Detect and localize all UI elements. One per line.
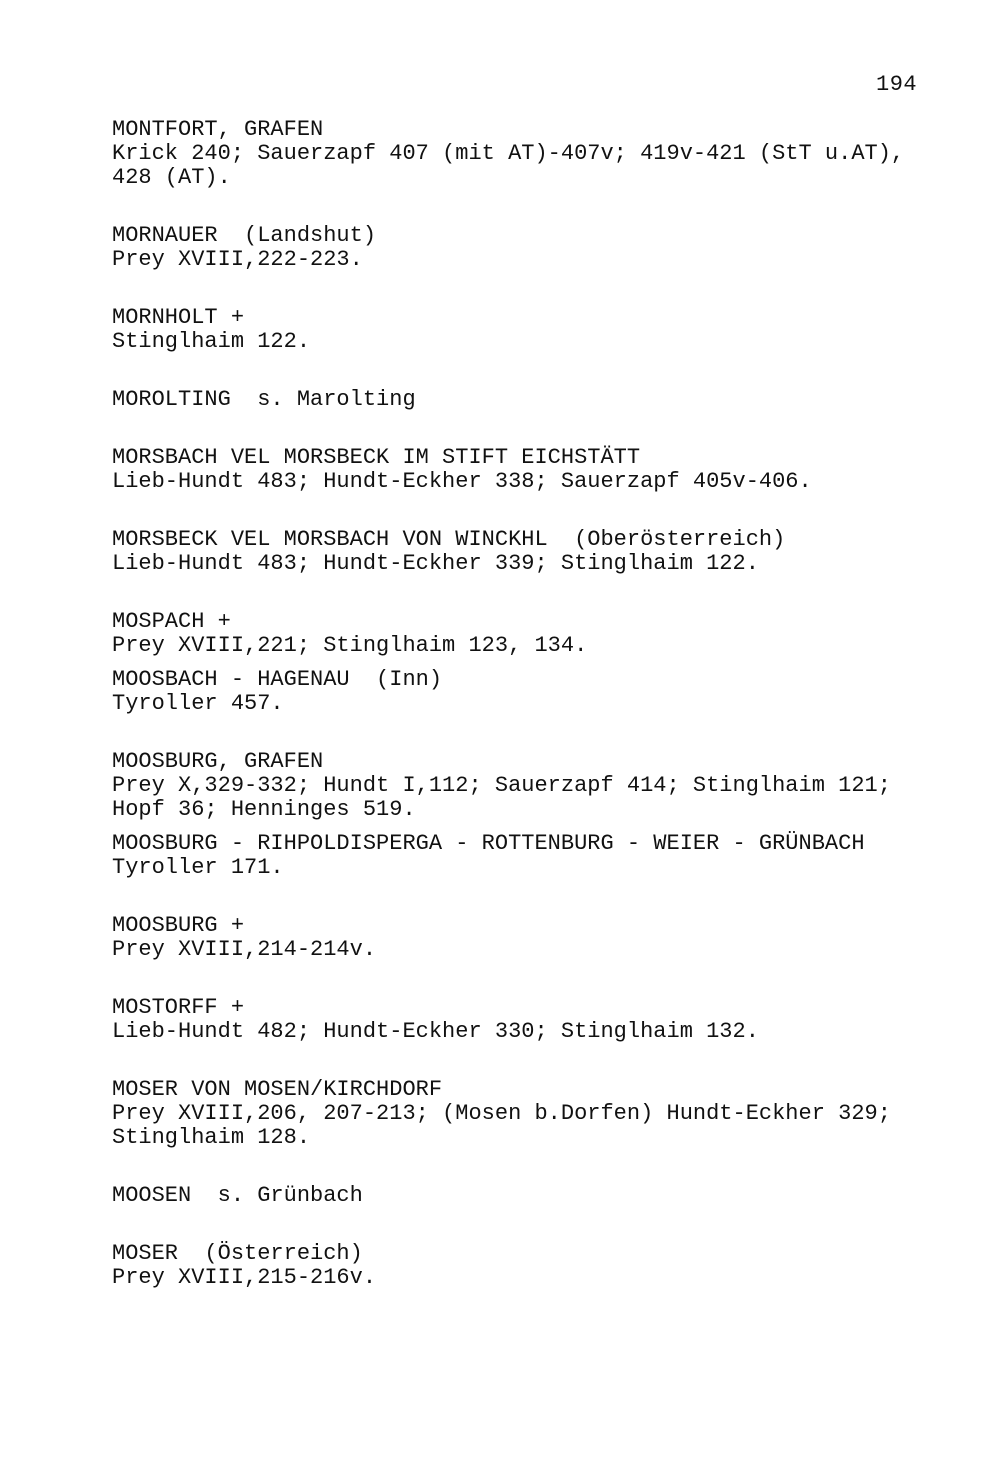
entry-reference: Prey XVIII,214-214v.	[112, 937, 377, 962]
entry-moosbach-hagenau	[112, 668, 952, 716]
entry-list	[112, 118, 952, 1290]
entry-heading: MOOSEN s. Grünbach	[112, 1183, 363, 1208]
entry-montfort	[112, 118, 952, 190]
entry-morolting	[112, 388, 952, 412]
page-number: 194	[876, 72, 918, 97]
entry-reference: Hopf 36; Henninges 519.	[112, 797, 416, 822]
entry-moosburg	[112, 914, 952, 962]
entry-reference: Lieb-Hundt 483; Hundt-Eckher 338; Sauerzapf 405v-406.	[112, 469, 812, 494]
entry-mornauer	[112, 224, 952, 272]
entry-heading: MOSPACH +	[112, 609, 231, 634]
entry-reference: Prey XVIII,215-216v.	[112, 1265, 377, 1290]
entry-heading: MOOSBURG +	[112, 913, 245, 938]
entry-heading: MONTFORT, GRAFEN	[112, 117, 324, 142]
entry-moser-von-mosen	[112, 1078, 952, 1150]
entry-morsbach	[112, 446, 952, 494]
entry-reference: Prey XVIII,221; Stinglhaim 123, 134.	[112, 633, 588, 658]
entry-reference: Prey XVIII,222-223.	[112, 247, 363, 272]
entry-reference: Prey XVIII,206, 207-213; (Mosen b.Dorfen) Hundt-Eckher 329;	[112, 1101, 891, 1126]
entry-reference: Krick 240; Sauerzapf 407 (mit AT)-407v; 419v-421 (StT u.AT),	[112, 141, 905, 166]
entry-reference: Lieb-Hundt 483; Hundt-Eckher 339; Stinglhaim 122.	[112, 551, 759, 576]
entry-heading: MOSER (Österreich)	[112, 1241, 363, 1266]
entry-reference: 428 (AT).	[112, 165, 231, 190]
entry-reference: Stinglhaim 128.	[112, 1125, 311, 1150]
entry-heading: MORSBACH VEL MORSBECK IM STIFT EICHSTÄTT	[112, 445, 641, 470]
entry-heading: MOOSBURG, GRAFEN	[112, 749, 324, 774]
entry-morsbeck	[112, 528, 952, 576]
entry-heading: MOOSBACH - HAGENAU (Inn)	[112, 667, 443, 692]
entry-reference: Lieb-Hundt 482; Hundt-Eckher 330; Stinglhaim 132.	[112, 1019, 759, 1044]
entry-reference: Prey X,329-332; Hundt I,112; Sauerzapf 414; Stinglhaim 121;	[112, 773, 891, 798]
entry-reference: Tyroller 457.	[112, 691, 284, 716]
entry-moosburg-grafen	[112, 750, 952, 822]
entry-moosburg-rihpoldisperga	[112, 832, 952, 880]
entry-heading: MORSBECK VEL MORSBACH VON WINCKHL (Oberösterreich)	[112, 527, 786, 552]
entry-reference: Stinglhaim 122.	[112, 329, 311, 354]
entry-heading: MORNHOLT +	[112, 305, 245, 330]
entry-heading: MOOSBURG - RIHPOLDISPERGA - ROTTENBURG - WEIER - GRÜNBACH	[112, 831, 865, 856]
entry-heading: MORNAUER (Landshut)	[112, 223, 377, 248]
entry-mospach	[112, 610, 952, 658]
entry-mostorff	[112, 996, 952, 1044]
entry-moosen	[112, 1184, 952, 1208]
entry-heading: MOSER VON MOSEN/KIRCHDORF	[112, 1077, 443, 1102]
entry-moser-oesterreich	[112, 1242, 952, 1290]
entry-heading: MOSTORFF +	[112, 995, 245, 1020]
entry-heading: MOROLTING s. Marolting	[112, 387, 416, 412]
entry-mornholt	[112, 306, 952, 354]
entry-reference: Tyroller 171.	[112, 855, 284, 880]
